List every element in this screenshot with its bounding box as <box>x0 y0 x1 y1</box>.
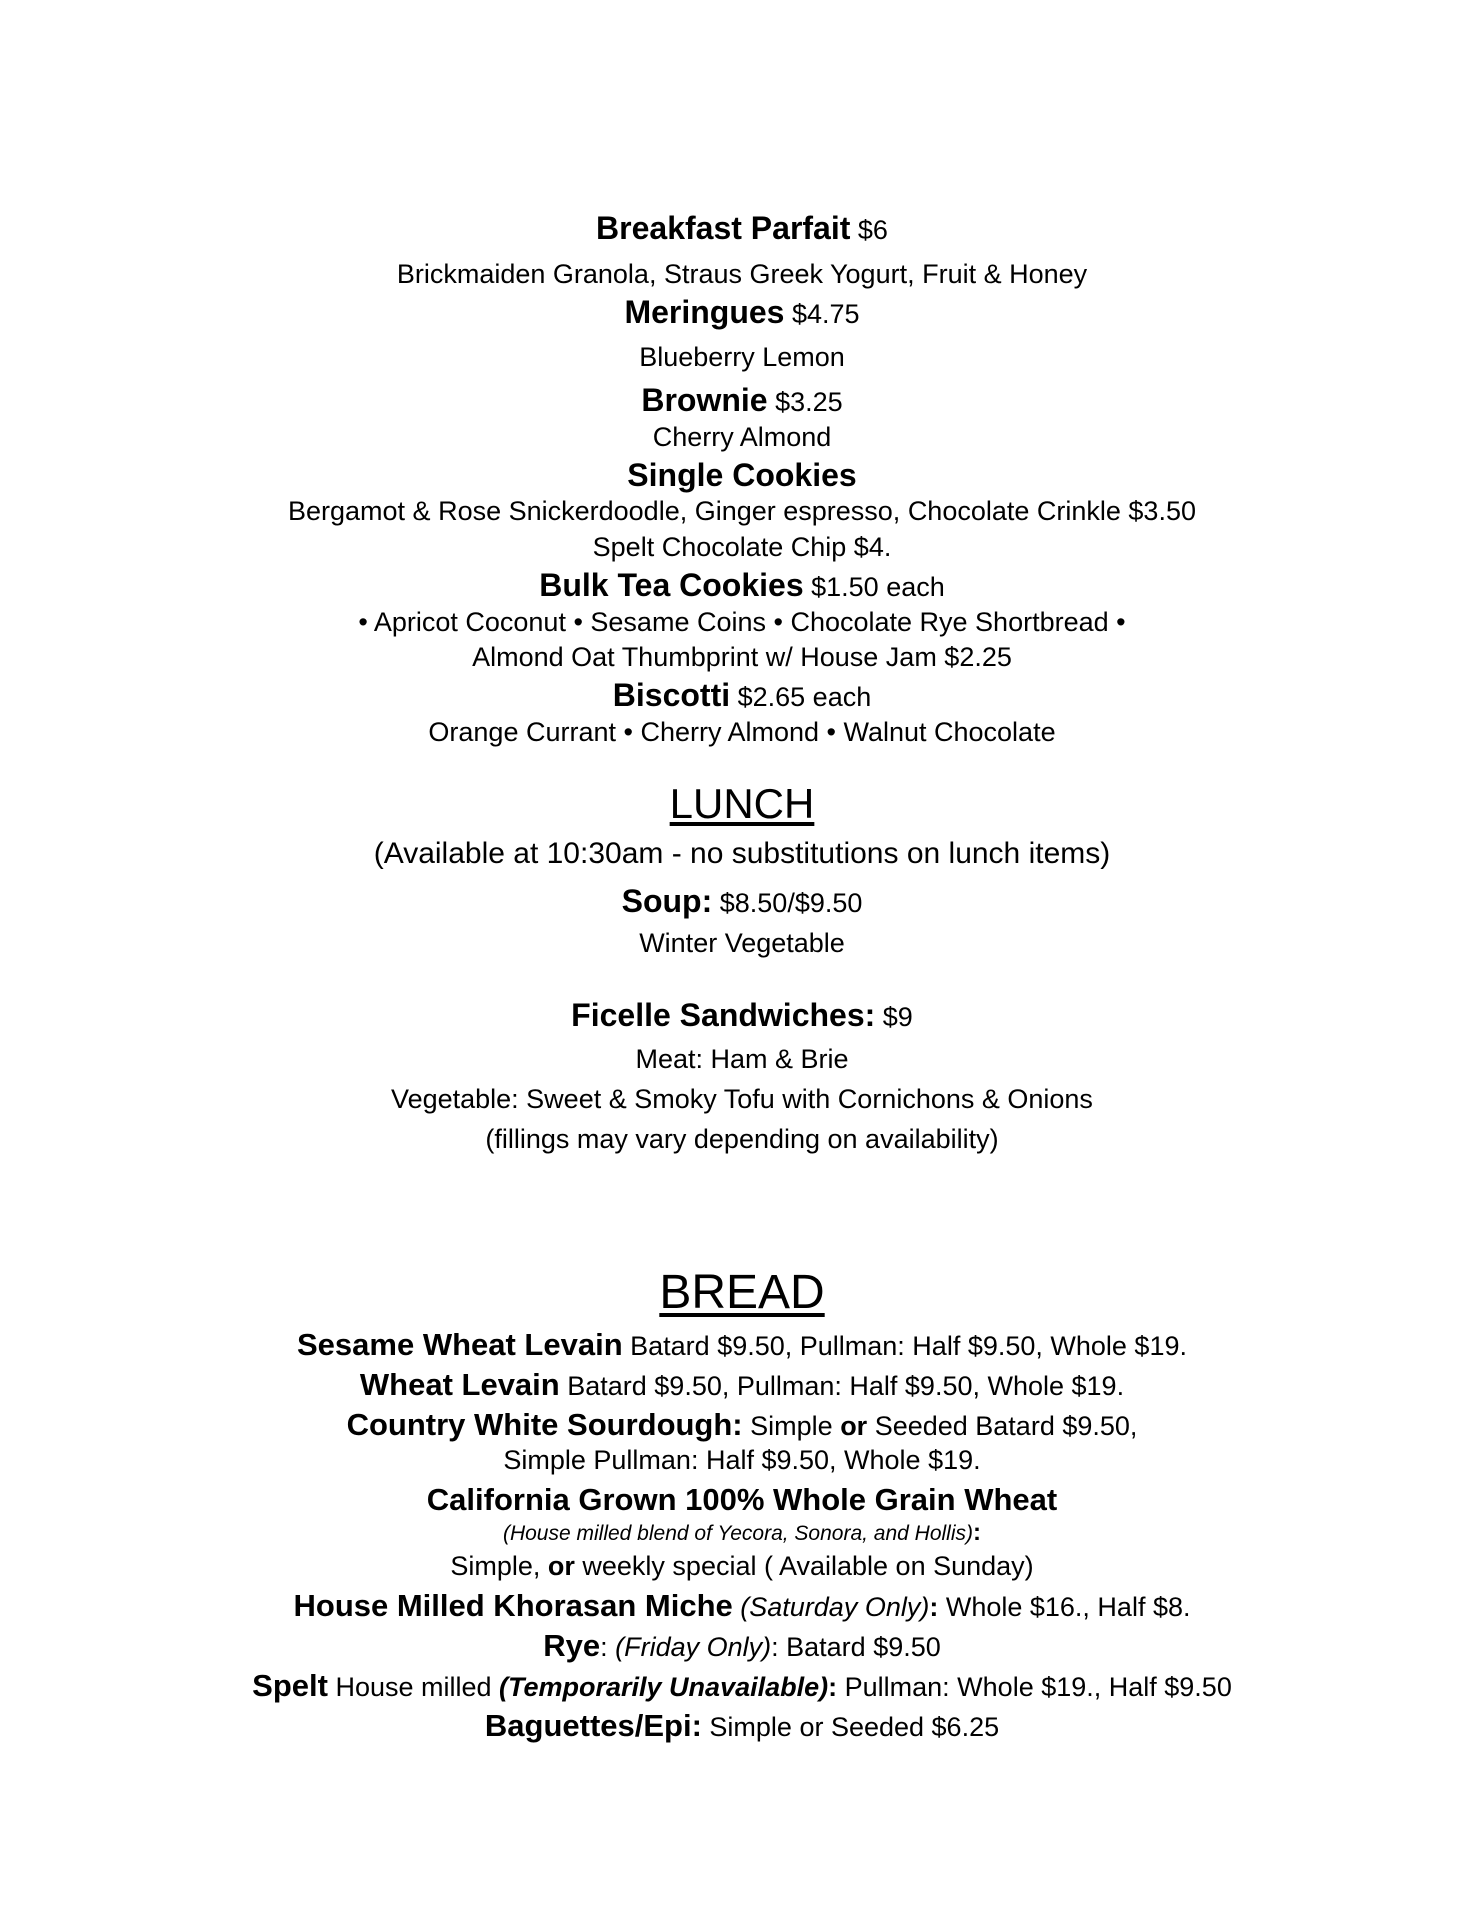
item-name: Country White Sourdough: <box>346 1407 743 1442</box>
item-biscotti <box>0 679 1484 711</box>
item-name: Wheat Levain <box>359 1367 560 1402</box>
item-name: Soup: <box>621 883 713 919</box>
lunch-heading: LUNCH <box>669 780 815 827</box>
option-special: weekly special ( Available on Sunday) <box>574 1551 1034 1581</box>
colon: : <box>973 1519 982 1546</box>
california-note: (House milled blend of Yecora, Sonora, and Hollis) <box>502 1522 974 1545</box>
item-name: Baguettes/Epi: <box>484 1708 702 1743</box>
item-brownie <box>0 384 1484 416</box>
item-price: $4.75 <box>784 299 860 329</box>
item-availability: (Saturday Only) <box>732 1592 930 1622</box>
sandwich-note: (fillings may vary depending on availability) <box>485 1124 999 1154</box>
item-name: Meringues <box>624 294 785 330</box>
colon: : <box>929 1592 939 1622</box>
item-name: Spelt <box>252 1668 328 1703</box>
item-rye <box>0 1630 1484 1661</box>
item-description: Blueberry Lemon <box>639 342 845 372</box>
item-price: Pullman: Whole $19., Half $9.50 <box>837 1672 1232 1702</box>
item-availability: (Temporarily Unavailable) <box>499 1672 829 1702</box>
single-cookies-line2: Spelt Chocolate Chip $4. <box>592 532 892 562</box>
single-cookies-line1: Bergamot & Rose Snickerdoodle, Ginger espresso, Chocolate Crinkle $3.50 <box>288 496 1196 526</box>
item-price: Whole $16., Half $8. <box>938 1592 1191 1622</box>
item-spelt <box>0 1670 1484 1701</box>
item-breakfast-parfait <box>0 212 1484 244</box>
single-cookies-heading: Single Cookies <box>627 457 857 493</box>
item-price: $9 <box>875 1002 913 1032</box>
bulk-tea-cookies-line2: Almond Oat Thumbprint w/ House Jam $2.25 <box>472 642 1012 672</box>
item-wheat-levain <box>0 1369 1484 1400</box>
california-note-line <box>0 1521 1484 1545</box>
biscotti-flavors: Orange Currant • Cherry Almond • Walnut Chocolate <box>428 717 1056 747</box>
colon: : <box>600 1632 616 1662</box>
soup-description: Winter Vegetable <box>639 928 845 958</box>
sandwich-vegetable: Vegetable: Sweet & Smoky Tofu with Cornichons & Onions <box>391 1084 1093 1114</box>
item-price: $3.25 <box>767 387 843 417</box>
item-availability: (Friday Only) <box>615 1632 772 1662</box>
item-price: : Batard $9.50 <box>771 1632 941 1662</box>
country-white-line2: Simple Pullman: Half $9.50, Whole $19. <box>503 1445 981 1475</box>
item-milled: House milled <box>327 1672 500 1702</box>
item-name: Breakfast Parfait <box>596 210 851 246</box>
item-price: $2.65 each <box>730 682 872 712</box>
item-baguettes-epi <box>0 1710 1484 1741</box>
item-price: $8.50/$9.50 <box>712 888 863 918</box>
item-price: Batard $9.50, Pullman: Half $9.50, Whole $19. <box>622 1331 1187 1361</box>
bread-heading: BREAD <box>659 1266 825 1319</box>
item-bulk-tea-cookies <box>0 569 1484 601</box>
california-grown-heading: California Grown 100% Whole Grain Wheat <box>426 1482 1058 1517</box>
item-name: Biscotti <box>612 677 731 713</box>
lunch-note: (Available at 10:30am - no substitutions on lunch items) <box>373 837 1111 870</box>
option-simple: Simple, <box>450 1551 548 1581</box>
item-description: Cherry Almond <box>652 422 832 452</box>
or-text: or <box>547 1551 575 1581</box>
item-soup <box>0 885 1484 917</box>
item-country-white-sourdough <box>0 1409 1484 1440</box>
item-name: Rye <box>543 1628 601 1663</box>
item-option: Simple <box>742 1411 841 1441</box>
item-name: Sesame Wheat Levain <box>297 1327 623 1362</box>
item-description: Brickmaiden Granola, Straus Greek Yogurt, Fruit & Honey <box>396 259 1088 289</box>
item-price: Simple or Seeded $6.25 <box>701 1712 1000 1742</box>
item-ficelle-sandwiches <box>0 999 1484 1031</box>
item-name: Bulk Tea Cookies <box>539 567 804 603</box>
item-khorasan-miche <box>0 1590 1484 1621</box>
item-name: Ficelle Sandwiches: <box>571 997 876 1033</box>
item-sesame-wheat-levain <box>0 1329 1484 1360</box>
or-text: or <box>840 1411 868 1441</box>
item-price: Seeded Batard $9.50, <box>867 1411 1138 1441</box>
bulk-tea-cookies-line1: • Apricot Coconut • Sesame Coins • Chocolate Rye Shortbread • <box>358 607 1126 637</box>
item-name: House Milled Khorasan Miche <box>293 1588 733 1623</box>
colon: : <box>828 1672 838 1702</box>
item-price: Batard $9.50, Pullman: Half $9.50, Whole $19. <box>559 1371 1125 1401</box>
california-options <box>0 1553 1484 1580</box>
item-price: $6 <box>850 215 888 245</box>
sandwich-meat: Meat: Ham & Brie <box>635 1044 849 1074</box>
item-meringues <box>0 296 1484 328</box>
item-name: Brownie <box>641 382 768 418</box>
item-price: $1.50 each <box>803 572 945 602</box>
